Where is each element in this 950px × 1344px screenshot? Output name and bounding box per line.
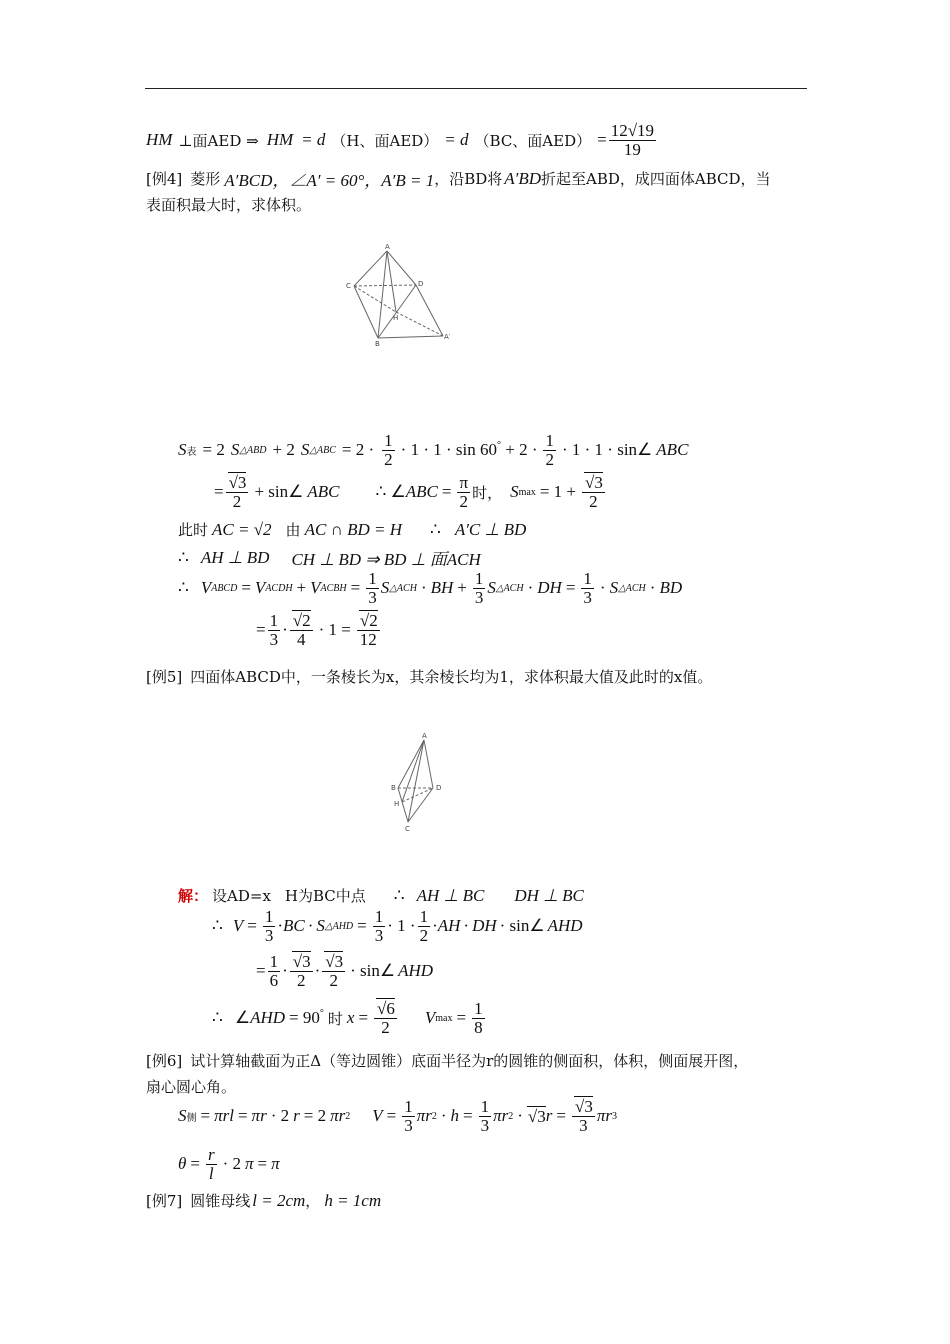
sol4-line-4 [178, 545, 481, 570]
example-4-statement [146, 166, 771, 191]
sol5-line-1 [178, 885, 584, 906]
hm-text-2: HM [266, 130, 294, 149]
sol4-line-3 [178, 519, 526, 540]
fig2-label-b: B [391, 784, 396, 792]
rhombus-expr: A′BCD，∠A′ = 60°，A′B = 1 [224, 171, 435, 190]
sol4-line-3-b: AC = √2 [212, 519, 272, 539]
example-7-expr-1: l = 2cm [252, 1190, 306, 1210]
sol4-line-1: S 表 = 2 S △ABD + 2 S △ABC = 2 · $\frac{1}{2}$ · 1 · 1 · sin 60° + 2 · $\frac{1}{2}$ · 1 · 1 · sin∠ ABC [178, 431, 689, 469]
sol4-line-2: = $\frac{√3}{2}$ + sin∠ ABC ∴ ∠ ABC = $\frac{\pi}{2}$ 时， S max = 1 + $\frac{√3}{2}$ [214, 473, 603, 511]
sol5-line-1-d: AH ⊥ BC [416, 885, 485, 905]
fig1-label-d: D [418, 280, 424, 288]
example-4-text-1: 菱形 [190, 170, 221, 188]
fig2-label-h: H [394, 800, 400, 808]
sol4-line-4-c: CH ⊥ BD ⇒ BD ⊥ 面ACH [291, 550, 481, 569]
fig1-label-c: C [346, 282, 351, 290]
edge-ab [398, 740, 424, 788]
example-6-label: [例6] [146, 1052, 183, 1070]
fig1-label-a: A [385, 243, 390, 251]
bc-plane-text: （BC、面AED） [474, 131, 592, 150]
example-7-statement [146, 1190, 381, 1211]
sol5-line-3: = $\frac{1}{6}$ · $\frac{√3}{2}$ · $\frac{√3}{2}$ · sin∠ AHD [256, 952, 434, 990]
sol6-line-2: θ = $\frac{r}{l}$ · 2 π = π [178, 1145, 280, 1183]
example-5-statement [146, 666, 712, 687]
sol4-line-3-d: AC ∩ BD = H [304, 519, 402, 539]
sol4-line-3-e: ∴ [429, 519, 441, 539]
edge-bd [378, 285, 416, 338]
sol4-line-3-f: A′C ⊥ BD [454, 519, 527, 539]
sol4-line-3-a: 此时 [178, 521, 209, 539]
fig2-label-d: D [436, 784, 442, 792]
line1 [146, 118, 658, 162]
fig2-label-c: C [405, 825, 410, 833]
sol5-line-1-c: ∴ [393, 885, 405, 905]
edge-ba [378, 336, 443, 338]
example-6-text-2: 扇心圆心角。 [146, 1078, 237, 1096]
fig1-label-a-prime: A′ [444, 333, 451, 341]
example-7-expr-2: h = 1cm [324, 1190, 382, 1210]
tetrahedron-figure-2 [386, 730, 456, 834]
sol4-line-4-a: ∴ [178, 547, 189, 567]
sol4-line-3-c: 由 [285, 521, 301, 539]
example-5-text: 四面体ABCD中，一条棱长为x，其余棱长均为1，求体积最大值及此时的x值。 [190, 668, 713, 686]
fraction-numerator: 12√19 [610, 120, 655, 140]
sol4-line-4-b: AH ⊥ BD [200, 547, 270, 567]
edge-ad [424, 740, 433, 788]
edge-ac [408, 740, 424, 822]
edge-ab [378, 251, 387, 338]
fig2-label-a: A [422, 732, 427, 740]
hm-text: HM [146, 130, 173, 149]
fraction [609, 122, 656, 159]
example-4-text-3: 折起至ABD，成四面体ABCD，当 [541, 170, 771, 188]
triangle-expr: A′BD [504, 168, 542, 188]
example-7-sep: ， [305, 1192, 321, 1210]
example-6-text-1: 试计算轴截面为正Δ（等边圆锥）底面半径为r的圆锥的侧面积，体积，侧面展开图， [190, 1052, 749, 1070]
example-7-label: [例7] [146, 1192, 183, 1210]
edge-da [416, 285, 443, 336]
fig1-label-b: B [375, 340, 380, 348]
example-5-label: [例5] [146, 668, 183, 686]
sol5-line-2: ∴ V = $\frac{1}{3}$ · BC · S △AHD = $\frac{1}{3}$ · 1 · $\frac{1}{2}$ · AH · DH · sin∠ AHD [212, 907, 583, 945]
edge-ac [354, 251, 387, 286]
sol6-line-1: S 侧 = πrl = πr · 2 r = 2 πr 2 V = $\frac{1}{3}$ πr 2 · h = $\frac{1}{3}$ πr 2 · √3 r = $\frac{√3}{3}$ πr 3 [178, 1097, 617, 1135]
sol4-line-5: ∴ V ABCD = V ACDH + V ACBH = $\frac{1}{3}$ S △ACH · BH + $\frac{1}{3}$ S △ACH · DH = $\frac{1}{3}$ · S △ACH · BD [178, 569, 683, 607]
eq-sign: = [597, 130, 607, 149]
sol5-line-1-a: 设AD=x [212, 887, 271, 905]
eq-d-1: = d [301, 130, 326, 149]
solution-label: 解： [178, 887, 209, 905]
edge-cb [354, 286, 378, 338]
h-plane-text: （H、面AED） [331, 131, 439, 150]
example-7-text: 圆锥母线 [190, 1192, 251, 1210]
header-rule [145, 88, 807, 89]
sol5-line-4: ∴ ∠ AHD = 90° 时 x = $\frac{√6}{2}$ V max = $\frac{1}{8}$ [212, 999, 483, 1037]
sol5-line-1-b: H为BC中点 [284, 887, 366, 905]
sol5-line-1-e: DH ⊥ BC [514, 885, 584, 905]
edge-bc [398, 788, 408, 822]
edge-ha-dashed [396, 312, 443, 336]
tetrahedron-figure-1 [340, 240, 460, 350]
fig1-label-h: H [393, 314, 399, 322]
perp-plane-text: ⊥面AED ⇒ [178, 131, 259, 150]
fraction-denominator: 19 [623, 139, 641, 159]
sol4-line-6: = $\frac{1}{3}$ · $\frac{√2}{4}$ · 1 = $\frac{√2}{12}$ [256, 611, 378, 649]
edge-cd-dashed [354, 285, 416, 286]
example-4-text-2: ，沿BD将 [434, 170, 503, 188]
example-6-statement [146, 1050, 748, 1071]
example-4-text-4: 表面积最大时，求体积。 [146, 196, 312, 214]
eq-d-2: = d [444, 130, 469, 149]
example-4-label: [例4] [146, 170, 183, 188]
edge-ah [402, 740, 424, 802]
